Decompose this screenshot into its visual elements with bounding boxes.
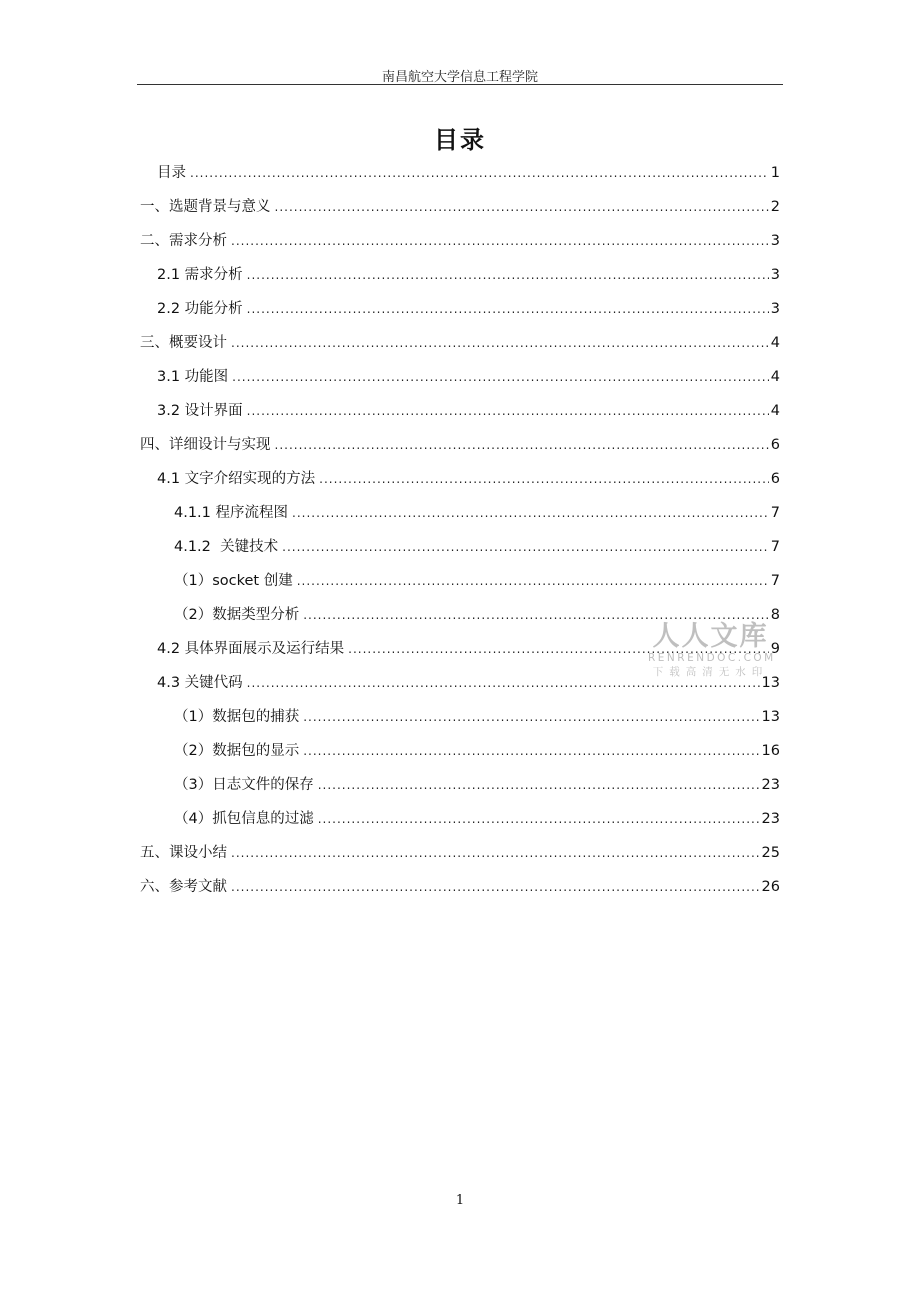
toc-entry-page: 23: [761, 811, 780, 827]
dot-leader: [303, 734, 759, 768]
toc-entry-page: 16: [761, 743, 780, 759]
dot-leader: [303, 700, 759, 734]
toc-entry-chapter-1[interactable]: [140, 190, 780, 224]
toc-entry-section-4-1-2[interactable]: [174, 530, 780, 564]
toc-entry-page: 7: [770, 573, 780, 589]
toc-entry-page: 2: [770, 199, 780, 215]
toc-entry-page: 1: [770, 165, 780, 181]
toc-entry-label: 3.1 功能图: [157, 369, 229, 385]
toc-entry-section-4-2[interactable]: [157, 632, 780, 666]
toc-entry-page: 7: [770, 539, 780, 555]
toc-entry-label: （1）socket 创建: [174, 573, 293, 589]
watermark-tagline: 下载高清无水印: [652, 666, 769, 678]
dot-leader: [318, 768, 760, 802]
toc-entry-item-log-save[interactable]: [174, 768, 780, 802]
toc-entry-item-display[interactable]: [174, 734, 780, 768]
toc-entry-section-2-2[interactable]: [157, 292, 780, 326]
toc-entry-contents[interactable]: [157, 156, 780, 190]
toc-entry-item-capture[interactable]: [174, 700, 780, 734]
toc-entry-page: 4: [770, 403, 780, 419]
dot-leader: [232, 360, 769, 394]
toc-entry-label: 六、参考文献: [140, 879, 227, 895]
toc-entry-item-filter[interactable]: [174, 802, 780, 836]
toc-entry-page: 6: [770, 437, 780, 453]
toc-entry-section-3-1[interactable]: [157, 360, 780, 394]
toc-entry-page: 7: [770, 505, 780, 521]
dot-leader: [275, 190, 769, 224]
toc-entry-page: 4: [770, 369, 780, 385]
toc-entry-label: 三、概要设计: [140, 335, 227, 351]
dot-leader: [231, 326, 769, 360]
toc-entry-item-socket[interactable]: [174, 564, 780, 598]
toc-entry-page: 6: [770, 471, 780, 487]
dot-leader: [282, 530, 769, 564]
toc-entry-label: 一、选题背景与意义: [140, 199, 271, 215]
toc-entry-label: 2.1 需求分析: [157, 267, 243, 283]
dot-leader: [297, 564, 769, 598]
dot-leader: [303, 598, 769, 632]
toc-entry-page: 3: [770, 267, 780, 283]
dot-leader: [247, 292, 769, 326]
toc-entry-section-4-1[interactable]: [157, 462, 780, 496]
running-header: 南昌航空大学信息工程学院: [381, 70, 538, 85]
toc-entry-label: 4.3 关键代码: [157, 675, 243, 691]
toc-entry-label: 2.2 功能分析: [157, 301, 243, 317]
toc-entry-label: （4）抓包信息的过滤: [174, 811, 314, 827]
toc-entry-page: 9: [770, 641, 780, 657]
toc-title: 目录: [434, 126, 486, 154]
toc-entry-page: 3: [770, 301, 780, 317]
dot-leader: [318, 802, 760, 836]
toc-entry-section-2-1[interactable]: [157, 258, 780, 292]
toc-entry-chapter-3[interactable]: [140, 326, 780, 360]
toc-entry-label: （1）数据包的捕获: [174, 709, 300, 725]
toc-entry-chapter-5[interactable]: [140, 836, 780, 870]
toc-entry-section-4-3[interactable]: [157, 666, 780, 700]
dot-leader: [247, 258, 769, 292]
dot-leader: [231, 870, 760, 904]
toc-entry-label: 四、详细设计与实现: [140, 437, 271, 453]
toc-entry-page: 13: [761, 709, 780, 725]
toc-entry-label: 4.1.1 程序流程图: [174, 505, 289, 521]
toc-entry-page: 8: [770, 607, 780, 623]
dot-leader: [319, 462, 769, 496]
toc-entry-section-4-1-1[interactable]: [174, 496, 780, 530]
toc-entry-label: 4.1.2 关键技术: [174, 539, 279, 555]
dot-leader: [190, 156, 769, 190]
toc-entry-chapter-2[interactable]: [140, 224, 780, 258]
dot-leader: [231, 224, 769, 258]
dot-leader: [348, 632, 769, 666]
toc-entry-label: 二、需求分析: [140, 233, 227, 249]
dot-leader: [247, 666, 760, 700]
dot-leader: [247, 394, 769, 428]
toc-entry-label: 4.1 文字介绍实现的方法: [157, 471, 316, 487]
header-divider: [137, 84, 783, 85]
page-number: 1: [455, 1193, 465, 1208]
watermark-title: 人人文库: [652, 621, 769, 652]
toc-entry-page: 26: [761, 879, 780, 895]
toc-entry-label: 3.2 设计界面: [157, 403, 243, 419]
toc-entry-item-data-types[interactable]: [174, 598, 780, 632]
toc-entry-label: 4.2 具体界面展示及运行结果: [157, 641, 345, 657]
dot-leader: [231, 836, 760, 870]
toc-entry-page: 3: [770, 233, 780, 249]
toc-entry-page: 4: [770, 335, 780, 351]
dot-leader: [275, 428, 769, 462]
watermark-domain: RENRENDOC.COM: [648, 652, 776, 664]
toc-entry-chapter-4[interactable]: [140, 428, 780, 462]
toc-entry-page: 25: [761, 845, 780, 861]
toc-entry-label: 目录: [157, 165, 186, 181]
toc-entry-page: 13: [761, 675, 780, 691]
toc-entry-section-3-2[interactable]: [157, 394, 780, 428]
toc-entry-label: 五、课设小结: [140, 845, 227, 861]
toc-entry-label: （3）日志文件的保存: [174, 777, 314, 793]
toc-entry-chapter-6[interactable]: [140, 870, 780, 904]
dot-leader: [292, 496, 769, 530]
toc-entry-label: （2）数据包的显示: [174, 743, 300, 759]
toc-entry-label: （2）数据类型分析: [174, 607, 300, 623]
toc-entry-page: 23: [761, 777, 780, 793]
